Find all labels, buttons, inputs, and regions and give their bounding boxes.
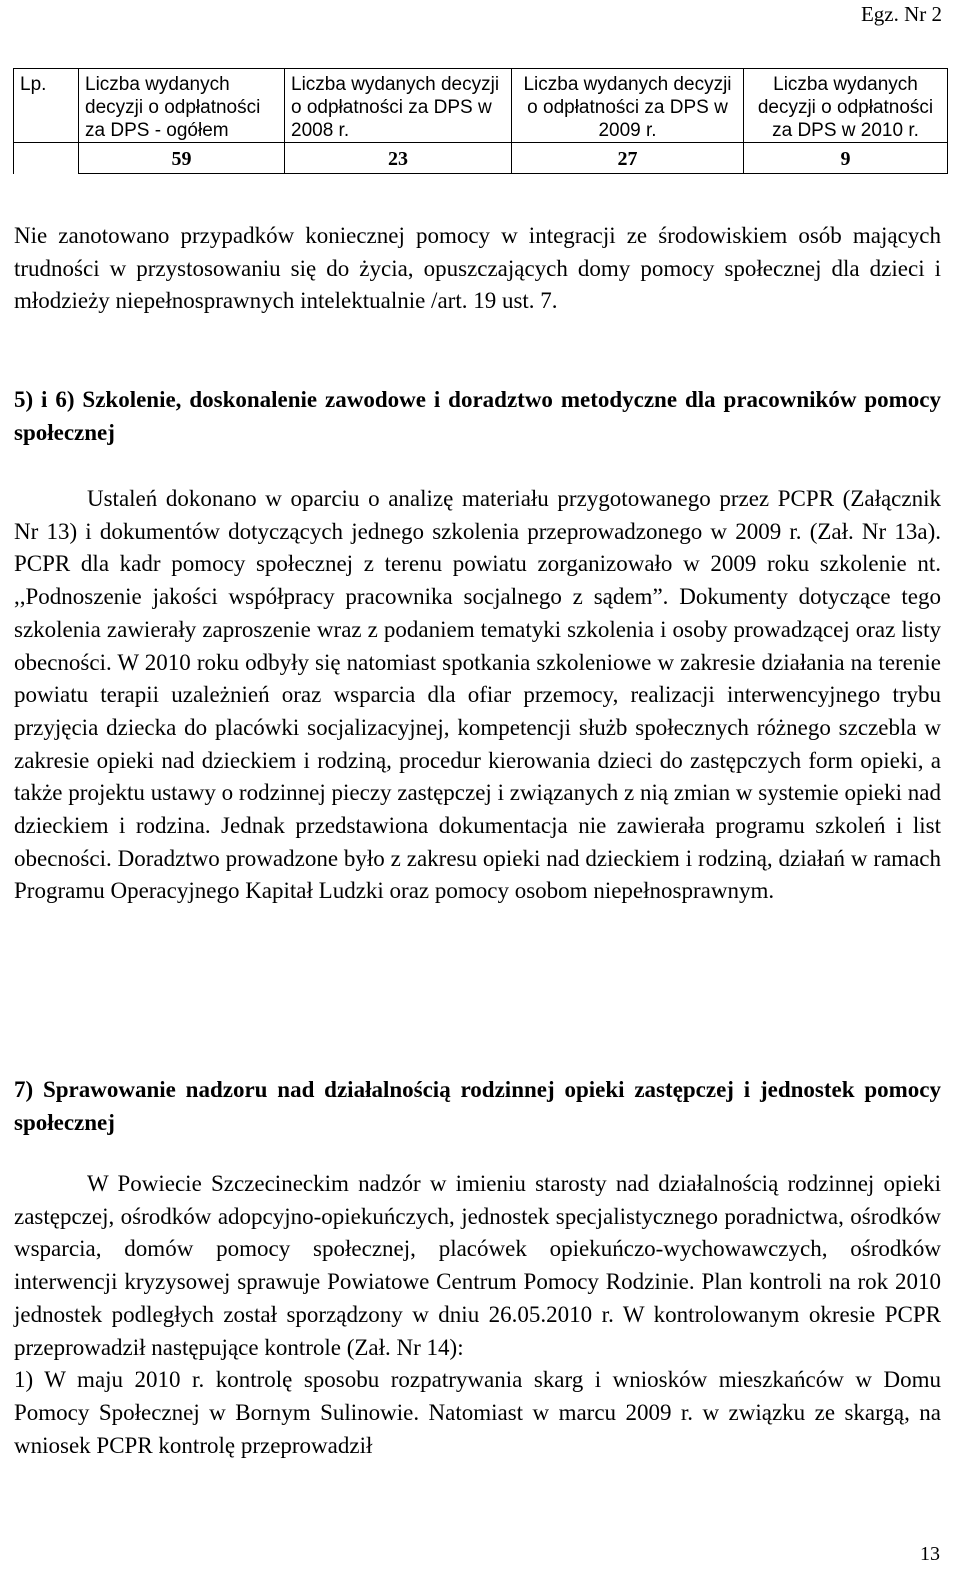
- section-training-body: [14, 483, 941, 908]
- section-training: [14, 384, 941, 449]
- list-item: 1) W maju 2010 r. kontrolę sposobu rozpatrywania skarg i wniosków mieszkańców w Domu Pomocy Społecznej w Bornym Sulinowie. Natomiast w marcu 2009 r. w związku ze skargą, na wniosek PCPR kontrolę przeprowadził: [14, 1367, 941, 1458]
- table-row: [14, 143, 948, 174]
- table-header-row: [14, 69, 948, 143]
- section-body: Ustaleń dokonano w oparciu o analizę materiału przygotowanego przez PCPR (Załącznik Nr 13) i dokumentów dotyczących jednego szkolenia przeprowadzonego w 2009 r. (Zał. Nr 13a). PCPR dla kadr pomocy społecznej z terenu powiatu zorganizowało w 2009 roku szkolenie nt. ,,Podnoszenie jakości współpracy pracownika socjalnego z sądem”. Dokumenty dotyczące tego szkolenia zawierały zaproszenie wraz z podaniem tematyki szkolenia i osoby prowadzącej oraz listy obecności. W 2010 roku odbyły się natomiast spotkania szkoleniowe w zakresie działania na terenie powiatu terapii uzależnień oraz wsparcia dla ofiar przemocy, realizacji interwencyjnego trybu przyjęcia dziecka do placówki socjalizacyjnej, kompetencji służb społecznych różnego szczebla w zakresie opieki nad dzieckiem i rodziną, procedur kierowania dzieci do zastępczych form opieki, a także projektu ustawy o rodzinnej pieczy zastępczej i związanych z nią zmian w systemie opieki nad dzieckiem i rodzina. Jednak przedstawiona dokumentacja nie zawierała programu szkoleń i list obecności. Doradztwo prowadzone było z zakresu opieki nad dzieckiem i rodziną, działań w ramach Programu Operacyjnego Kapitał Ludzki oraz pomocy osobom niepełnosprawnym.: [14, 486, 941, 904]
- value-2010: 9: [744, 143, 948, 174]
- value-2009: 27: [512, 143, 744, 174]
- header-2008: Liczba wydanych decyzji o odpłatności za DPS w 2008 r.: [285, 69, 512, 143]
- header-lp: Lp.: [14, 69, 79, 143]
- header-2009: Liczba wydanych decyzji o odpłatności za DPS w 2009 r.: [512, 69, 744, 143]
- paragraph-text: Nie zanotowano przypadków koniecznej pomocy w integracji ze środowiskiem osób mających trudności w przystosowaniu się do życia, opuszczających domy pomocy społecznej dla dzieci i młodzieży niepełnosprawnych intelektualnie /art. 19 ust. 7.: [14, 223, 941, 314]
- value-2008: 23: [285, 143, 512, 174]
- section-heading: 7) Sprawowanie nadzoru nad działalnością rodzinnej opieki zastępczej i jednostek pomocy społecznej: [14, 1077, 941, 1135]
- integration-paragraph: [14, 220, 941, 318]
- section-body: W Powiecie Szczecineckim nadzór w imieniu starosty nad działalnością rodzinnej opieki zastępczej, ośrodków adopcyjno-opiekuńczych, jednostek specjalistycznego poradnictwa, ośrodków wsparcia, domów pomocy społecznej, placówek opiekuńczo-wychowawczych, ośrodków interwencji kryzysowej sprawuje Powiatowe Centrum Pomocy Rodzinie. Plan kontroli na rok 2010 jednostek podległych został sporządzony w dniu 26.05.2010 r. W kontrolowanym okresie PCPR przeprowadził następujące kontrole (Zał. Nr 14):: [14, 1171, 941, 1360]
- empty-cell: [14, 143, 79, 174]
- section-supervision-body: [14, 1168, 941, 1462]
- decisions-table: [13, 68, 948, 174]
- copy-number-label: Egz. Nr 2: [860, 2, 942, 26]
- header-2010: Liczba wydanych decyzji o odpłatności za DPS w 2010 r.: [744, 69, 948, 143]
- page-number: 13: [920, 1543, 940, 1565]
- section-heading: 5) i 6) Szkolenie, doskonalenie zawodowe i doradztwo metodyczne dla pracowników pomocy społecznej: [14, 387, 941, 445]
- value-total: 59: [79, 143, 285, 174]
- section-supervision: [14, 1074, 941, 1139]
- header-total: Liczba wydanych decyzji o odpłatności za DPS - ogółem: [79, 69, 285, 143]
